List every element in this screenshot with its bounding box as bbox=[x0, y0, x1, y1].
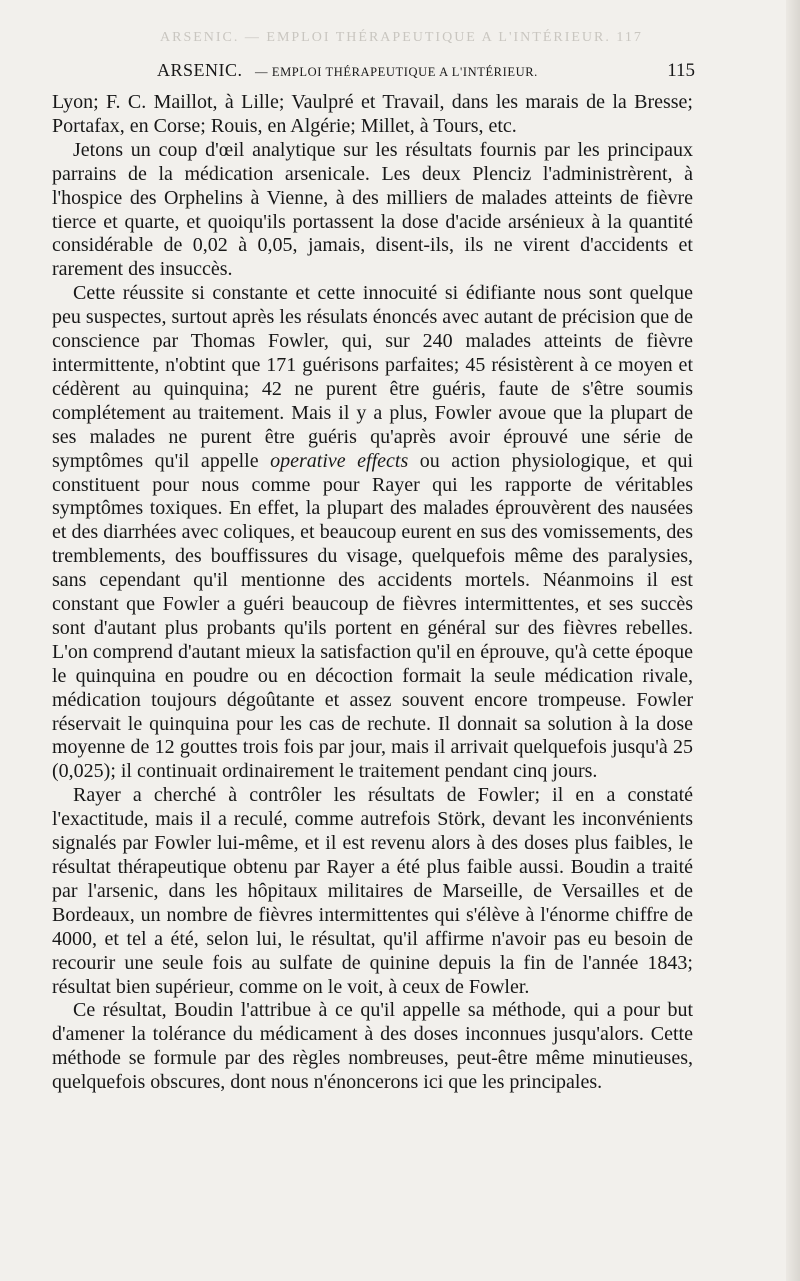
paragraph-3-part-a: Cette réussite si constante et cette innocuité si édifiante nous sont quelque peu suspectes, surtout après les résulats énoncés avec autant de précision que de conscience par Thomas Fowler, qui, sur 240 malades atteints de fièvre intermittente, n'obtint que 171 guérisons parfaites; 45 résistèrent à ce moyen et cédèrent au quinquina; 42 ne purent être guéris, faute de s'être soumis complétement au traitement. Mais il y a plus, Fowler avoue que la plupart de ses malades ne purent être guéris qu'après avoir éprouvé une série de symptômes qu'il appelle bbox=[52, 282, 693, 472]
paragraph-3-italic: operative effects bbox=[270, 449, 409, 472]
paragraph-4: Rayer a cherché à contrôler les résultats de Fowler; il en a constaté l'exactitude, mais il a reculé, comme autrefois Störk, devant les inconvénients signalés par Fowler lui-même, et il est revenu alors à des doses plus faibles, le résultat thérapeutique obtenu par Rayer a été plus faible aussi. Boudin a traité par l'arsenic, dans les hôpitaux militaires de Marseille, de Versailles et de Bordeaux, un nombre de fièvres intermittentes qui s'élève à l'énorme chiffre de 4000, et tel a été, selon lui, le résultat, qu'il affirme n'avoir pas eu besoin de recourir une seule fois au sulfate de quinine depuis la fin de l'année 1843; résultat bien supérieur, comme on le voit, à ceux de Fowler. bbox=[52, 784, 693, 998]
paragraph-3-part-b: ou action physiologique, et qui constituent pour nous comme pour Rayer qui les rapporte de véritables symptômes toxiques. En effet, la plupart des malades éprouvèrent des nausées et des diarrhées avec coliques, et beaucoup eurent en sus des vomissements, des tremblements, des bouffissures du visage, quelquefois même des paralysies, sans cependant qu'il mentionne des accidents mortels. Néanmoins il est constant que Fowler a guéri beaucoup de fièvres intermittentes, et ses succès sont d'autant plus probants qu'ils portent en général sur des fièvres rebelles. L'on comprend d'autant mieux la satisfaction qu'il en éprouve, qu'à cette époque le quinquina en poudre ou en décoction formait la seule médication rivale, médication toujours dégoûtante et assez souvent encore trompeuse. Fowler réservait le quinquina pour les cas de rechute. Il donnait sa solution à la dose moyenne de 12 gouttes trois fois par jour, mais il arrivait quelquefois jusqu'à 25 (0,025); il continuait ordinairement le traitement pendant cinq jours. bbox=[52, 449, 694, 783]
page-number: 115 bbox=[667, 60, 695, 81]
running-title: ARSENIC. bbox=[157, 60, 243, 80]
running-header bbox=[157, 60, 695, 81]
bleed-through-header: ARSENIC. — EMPLOI THÉRAPEUTIQUE A L'INTÉRIEUR. 117 bbox=[160, 30, 643, 45]
running-subtitle: — EMPLOI THÉRAPEUTIQUE A L'INTÉRIEUR. bbox=[255, 65, 538, 79]
page-edge bbox=[786, 0, 800, 1281]
paragraph-5: Ce résultat, Boudin l'attribue à ce qu'il appelle sa méthode, qui a pour but d'amener la tolérance du médicament à des doses inconnues jusqu'alors. Cette méthode se formule par des règles nombreuses, peut-être même minutieuses, quelquefois obscures, dont nous n'énoncerons ici que les principales. bbox=[52, 999, 693, 1094]
paragraph-3 bbox=[52, 282, 693, 784]
paragraph-2: Jetons un coup d'œil analytique sur les résultats fournis par les principaux parrains de la médication arsenicale. Les deux Plenciz l'administrèrent, à l'hospice des Orphelins à Vienne, à des milliers de malades atteints de fièvre tierce et quarte, et quoiqu'ils portassent la dose d'acide arsénieux à la quantité considérable de 0,02 à 0,05, jamais, disent-ils, ils ne virent d'accidents et rarement des insuccès. bbox=[52, 138, 693, 281]
paragraph-1: Lyon; F. C. Maillot, à Lille; Vaulpré et Travail, dans les marais de la Bresse; Portafax, en Corse; Rouis, en Algérie; Millet, à Tours, etc. bbox=[52, 91, 693, 137]
body-text bbox=[52, 91, 693, 1095]
